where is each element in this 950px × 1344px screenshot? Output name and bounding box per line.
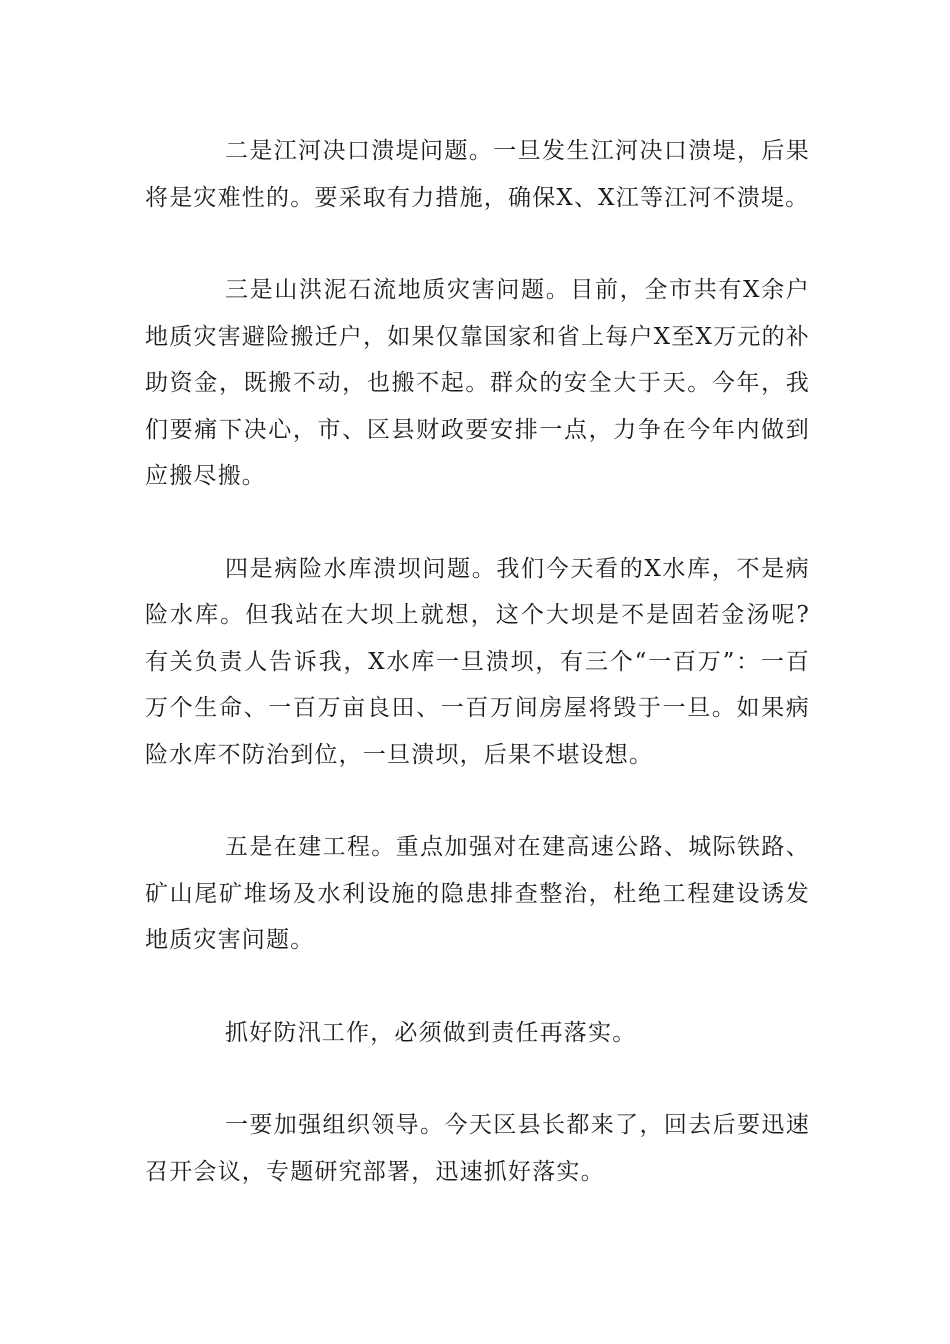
- paragraph-river-dike: 二是江河决口溃堤问题。一旦发生江河决口溃堤，后果将是灾难性的。要采取有力措施，确保X、X江等江河不溃堤。: [145, 138, 810, 211]
- paragraph-leadership: 一要加强组织领导。今天区县长都来了，回去后要迅速召开会议，专题研究部署，迅速抓好落实。: [145, 1112, 810, 1185]
- paragraph-responsibility: 抓好防汛工作，必须做到责任再落实。: [225, 1019, 637, 1046]
- paragraph-construction: 五是在建工程。重点加强对在建高速公路、城际铁路、矿山尾矿堆场及水利设施的隐患排查整治，杜绝工程建设诱发地质灾害问题。: [145, 834, 810, 953]
- document-body: [145, 128, 810, 1195]
- paragraph-reservoir: 四是病险水库溃坝问题。我们今天看的X水库，不是病险水库。但我站在大坝上就想，这个大坝是不是固若金汤呢?有关负责人告诉我，X水库一旦溃坝，有三个“一百万”：一百万个生命、一百万亩良田、一百万间房屋将毁于一旦。如果病险水库不防治到位，一旦溃坝，后果不堪设想。: [145, 555, 810, 768]
- paragraph-flash-flood: 三是山洪泥石流地质灾害问题。目前，全市共有X余户地质灾害避险搬迁户，如果仅靠国家和省上每户X至X万元的补助资金，既搬不动，也搬不起。群众的安全大于天。今年，我们要痛下决心，市、区县财政要安排一点，力争在今年内做到应搬尽搬。: [145, 277, 810, 489]
